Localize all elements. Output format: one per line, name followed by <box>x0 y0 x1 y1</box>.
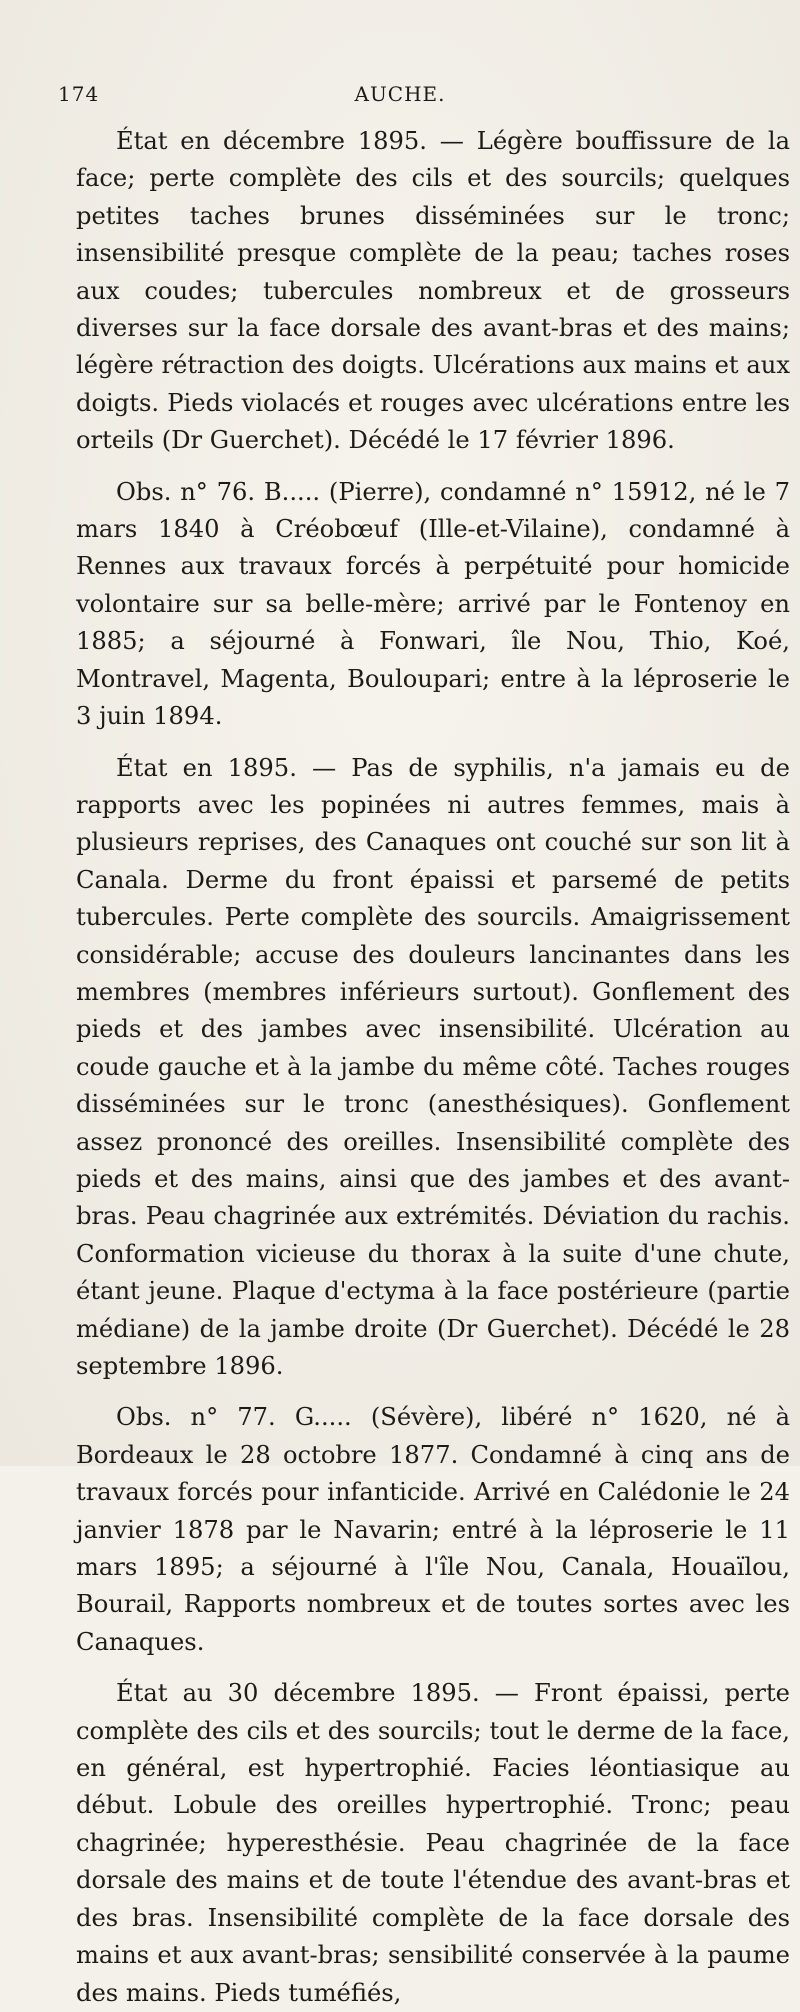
page-number: 174 <box>58 82 100 106</box>
paragraph-obs-77-etat: État au 30 décembre 1895. — Front épaissi, perte complète des cils et des sourcils; tout le derme de la face, en général, est hypertrophié. Facies léontiasique au début. Lobule des oreilles hypertrophié. Tronc; peau chagrinée; hyperesthésie. Peau chagrinée de la face dorsale des mains et de toute l'étendue des avant-bras et des bras. Insensibilité complète de la face dorsale des mains et aux avant-bras; sensibilité conservée à la paume des mains. Pieds tuméfiés, <box>76 1679 790 2007</box>
page-header <box>58 82 742 112</box>
body-text <box>76 123 790 2012</box>
paragraph-etat-1895: État en décembre 1895. — Légère bouffissure de la face; perte complète des cils et des sourcils; quelques petites taches brunes disséminées sur le tronc; insensibilité presque complète de la peau; taches roses aux coudes; tubercules nombreux et de grosseurs diverses sur la face dorsale des avant-bras et des mains; légère rétraction des doigts. Ulcérations aux mains et aux doigts. Pieds violacés et rouges avec ulcérations entre les orteils (Dr Guerchet). Décédé le 17 février 1896. <box>76 127 790 455</box>
paragraph-obs-77: Obs. n° 77. G..... (Sévère), libéré n° 1620, né à Bordeaux le 28 octobre 1877. Condamné à cinq ans de travaux forcés pour infanticide. Arrivé en Calédonie le 24 janvier 1878 par le Navarin; entré à la léproserie le 11 mars 1895; a séjourné à l'île Nou, Canala, Houaïlou, Bourail, Rapports nombreux et de toutes sortes avec les Canaques. <box>76 1403 790 1656</box>
running-title: AUCHE. <box>354 82 446 106</box>
paragraph-obs-76-etat: État en 1895. — Pas de syphilis, n'a jamais eu de rapports avec les popinées ni autres femmes, mais à plusieurs reprises, des Canaques ont couché sur son lit à Canala. Derme du front épaissi et parsemé de petits tubercules. Perte complète des sourcils. Amaigrissement considérable; accuse des douleurs lancinantes dans les membres (membres inférieurs surtout). Gonflement des pieds et des jambes avec insensibilité. Ulcération au coude gauche et à la jambe du même côté. Taches rouges disséminées sur le tronc (anesthésiques). Gonflement assez prononcé des oreilles. Insensibilité complète des pieds et des mains, ainsi que des jambes et des avant-bras. Peau chagrinée aux extrémités. Déviation du rachis. Conformation vicieuse du thorax à la suite d'une chute, étant jeune. Plaque d'ectyma à la face postérieure (partie médiane) de la jambe droite (Dr Guerchet). Décédé le 28 septembre 1896. <box>76 753 790 1380</box>
paragraph-obs-76: Obs. n° 76. B..... (Pierre), condamné n° 15912, né le 7 mars 1840 à Créobœuf (Ille-et-Vilaine), condamné à Rennes aux travaux forcés à perpétuité pour homicide volontaire sur sa belle-mère; arrivé par le Fontenoy en 1885; a séjourné à Fonwari, île Nou, Thio, Koé, Montravel, Magenta, Bouloupari; entre à la léproserie le 3 juin 1894. <box>76 477 790 731</box>
